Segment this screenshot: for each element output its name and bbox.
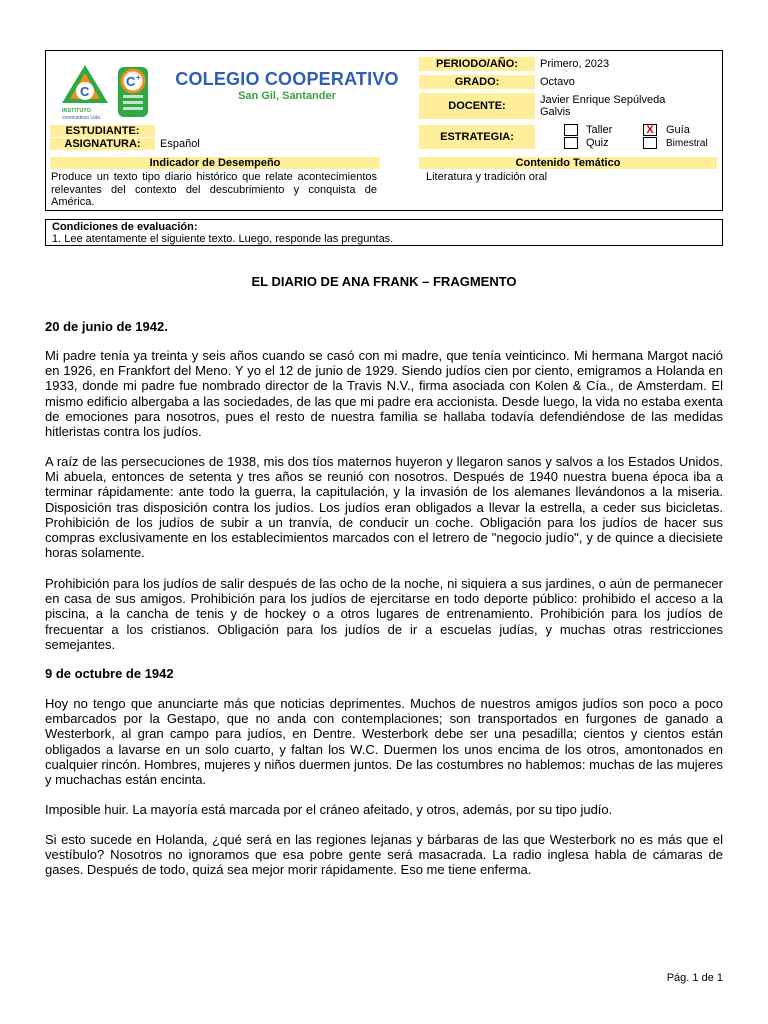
estudiante-label: ESTUDIANTE: xyxy=(50,125,155,137)
page-number: Pág. 1 de 1 xyxy=(666,972,723,984)
quiz-checkbox[interactable] xyxy=(564,137,578,149)
indicador-label: Indicador de Desempeño xyxy=(50,157,380,169)
asignatura-label: ASIGNATURA: xyxy=(50,138,155,150)
periodo-label: PERIODO/AÑO: xyxy=(419,57,535,71)
conditions-box xyxy=(45,219,723,246)
school-logo xyxy=(60,63,155,125)
quiz-label: Quiz xyxy=(586,137,609,149)
entry-date-1: 20 de junio de 1942. xyxy=(45,319,168,334)
docente-value xyxy=(540,94,665,118)
contenido-value: Literatura y tradición oral xyxy=(426,171,548,183)
grado-value: Octavo xyxy=(540,76,575,88)
svg-text:coomuldesa Ltda: coomuldesa Ltda xyxy=(62,115,101,121)
school-city: San Gil, Santander xyxy=(238,90,336,102)
paragraph-3: Prohibición para los judíos de salir después de las ocho de la noche, ni siquiera a sus jardines, o aún de permanecer en casa de sus amigos. Prohibición para los judíos de ejercitarse en todo deporte público: prohibido el acceso a la piscina, a la cancha de tenis y de hockey o a otros lugares de entrenamiento. Prohibición para los judíos de frecuentar a los cristianos. Obligación para los judíos de ir a escuelas judías, y muchas otras restricciones semejantes. xyxy=(45,576,723,652)
bimestral-label: Bimestral xyxy=(666,138,708,149)
document-title: EL DIARIO DE ANA FRANK – FRAGMENTO xyxy=(251,274,517,289)
grado-label: GRADO: xyxy=(419,75,535,89)
svg-text:C: C xyxy=(126,74,136,89)
conditions-label: Condiciones de evaluación: xyxy=(52,221,198,233)
guia-label: Guía xyxy=(666,124,690,136)
paragraph-5: Imposible huir. La mayoría está marcada por el cráneo afeitado, y otros, además, por su tipo judío. xyxy=(45,802,613,817)
school-name: COLEGIO COOPERATIVO xyxy=(175,69,399,89)
logo-icon xyxy=(60,63,155,125)
periodo-value: Primero, 2023 xyxy=(540,58,610,70)
header-table xyxy=(45,50,723,211)
guia-checkbox[interactable]: X xyxy=(643,124,657,136)
docente-label: DOCENTE: xyxy=(419,93,535,119)
paragraph-4: Hoy no tengo que anunciarte más que noticias deprimentes. Muchos de nuestros amigos judíos son poco a poco embarcados por la Gestapo, que no anda con contemplaciones; son transportados en furgones de ganado a Westerbork, al gran campo para judíos, en Dentre. Westerbork debe ser una pesadilla; cientos y cientos están obligados a lavarse en un solo cuarto, y faltan los W.C. Duermen los unos encima de los otros, amontonados en cualquier rincón. Hombres, mujeres y niños duermen juntos. De las costumbres no hablemos: muchas de las mujeres y muchachas están encinta. xyxy=(45,696,723,788)
contenido-label: Contenido Temático xyxy=(419,157,717,169)
bimestral-checkbox[interactable] xyxy=(643,137,657,149)
indicador-value: Produce un texto tipo diario histórico que relate acontecimientos relevantes del contexto del descubrimiento y conquista de América. xyxy=(51,171,377,208)
conditions-item: 1. Lee atentamente el siguiente texto. Luego, responde las preguntas. xyxy=(52,233,394,245)
taller-label: Taller xyxy=(586,124,613,136)
svg-text:+: + xyxy=(136,73,141,82)
svg-text:C: C xyxy=(80,84,90,99)
docente-name-line2: Galvis xyxy=(540,106,571,118)
paragraph-2: A raíz de las persecuciones de 1938, mis dos tíos maternos huyeron y llegaron sanos y salvos a los Estados Unidos. Mi abuela, entonces de setenta y tres años se reunió con nosotros. Después de 1940 nuestra buena época iba a terminar rápidamente: ante todo la guerra, la capitulación, y la invasión de los alemanes llevándonos a la miseria. Disposición tras disposición contra los judíos. Los judíos eran obligados a llevar la estrella, a ceder sus bicicletas. Prohibición de los judíos de subir a un tranvía, de conducir un coche. Obligación para los judíos de hacer sus compras exclusivamente en los establecimientos marcados con el letrero de "negocio judío", y de quince a diecisiete horas solamente. xyxy=(45,454,723,561)
asignatura-value: Español xyxy=(160,138,200,150)
entry-date-2: 9 de octubre de 1942 xyxy=(45,666,174,681)
paragraph-6: Si esto sucede en Holanda, ¿qué será en las regiones lejanas y bárbaras de las que Westerbork no es más que el vestíbulo? Nosotros no ignoramos que esa pobre gente será masacrada. La radio inglesa habla de cámaras de gases. Después de todo, quizá sea mejor morir rápidamente. Eso me tiene enferma. xyxy=(45,832,723,878)
paragraph-1: Mi padre tenía ya treinta y seis años cuando se casó con mi madre, que tenía veinticinco. Mi hermana Margot nació en 1926, en Frankfort del Meno. Y yo el 12 de junio de 1929. Siendo judíos cien por ciento, emigramos a Holanda en 1933, donde mi padre fue nombrado director de la Travis N.V., firma asociada con Kolen & Cía., de Amsterdam. El mismo edificio albergaba a las sociedades, de las que mi padre era accionista. Desde luego, la vida no estaba exenta de emociones para nosotros, pues el resto de nuestra familia se hallaba todavía defendiéndose de las medidas hitleristas contra los judíos. xyxy=(45,348,723,440)
docente-name-line1: Javier Enrique Sepúlveda xyxy=(540,94,666,106)
svg-text:INSTITUTO: INSTITUTO xyxy=(62,108,91,114)
estrategia-label: ESTRATEGIA: xyxy=(419,125,535,149)
taller-checkbox[interactable] xyxy=(564,124,578,136)
